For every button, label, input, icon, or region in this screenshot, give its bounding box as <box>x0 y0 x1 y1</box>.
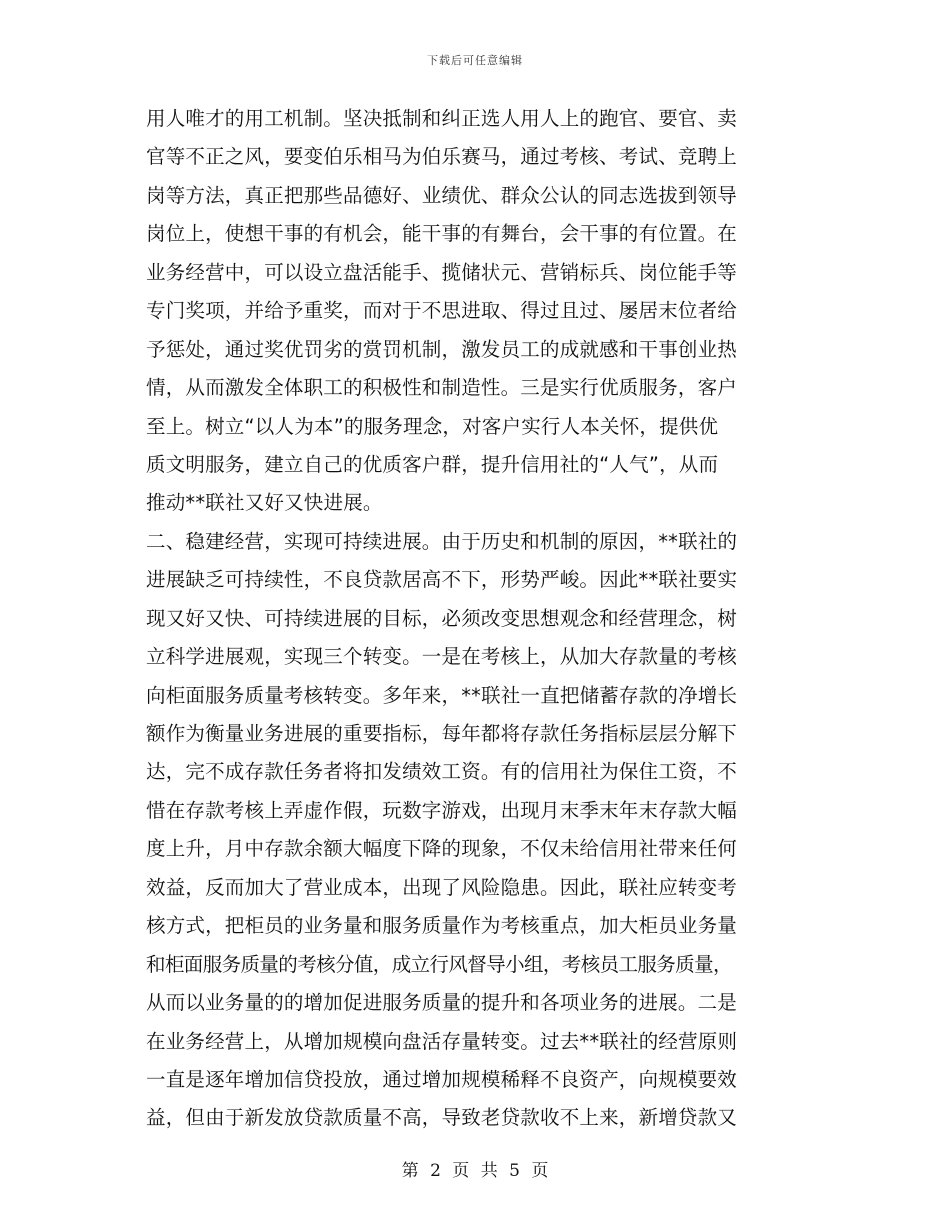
text-line: 官等不正之风，要变伯乐相马为伯乐赛马，通过考核、考试、竞聘上 <box>146 145 738 169</box>
text-line: 二、稳建经营，实现可持续进展。由于历史和机制的原因，**联社的 <box>146 529 738 553</box>
text-line: 向柜面服务质量考核转变。多年来，**联社一直把储蓄存款的净增长 <box>146 683 738 707</box>
text-line: 惜在存款考核上弄虚作假，玩数字游戏，出现月末季末年末存款大幅 <box>146 798 738 822</box>
text-line: 推动**联社又好又快进展。 <box>146 491 383 515</box>
text-line: 从而以业务量的的增加促进服务质量的提升和各项业务的进展。二是 <box>146 991 738 1015</box>
text-line: 业务经营中，可以设立盘活能手、揽储状元、营销标兵、岗位能手等 <box>146 260 738 284</box>
text-line: 予惩处，通过奖优罚劣的赏罚机制，激发员工的成就感和干事创业热 <box>146 337 738 361</box>
text-line: 岗位上，使想干事的有机会，能干事的有舞台，会干事的有位置。在 <box>146 222 738 246</box>
text-line: 益，但由于新发放贷款质量不高，导致老贷款收不上来，新增贷款又 <box>146 1106 738 1130</box>
text-line: 立科学进展观，实现三个转变。一是在考核上，从加大存款量的考核 <box>146 645 738 669</box>
text-line: 度上升，月中存款余额大幅度下降的现象，不仅未给信用社带来任何 <box>146 837 738 861</box>
text-line: 专门奖项，并给予重奖，而对于不思进取、得过且过、屡居末位者给 <box>146 299 738 323</box>
text-line: 一直是逐年增加信贷投放，通过增加规模稀释不良资产，向规模要效 <box>146 1067 738 1091</box>
text-line: 达，完不成存款任务者将扣发绩效工资。有的信用社为保住工资，不 <box>146 760 738 784</box>
text-line: 进展缺乏可持续性，不良贷款居高不下，形势严峻。因此**联社要实 <box>146 568 738 592</box>
text-line: 效益，反而加大了营业成本，出现了风险隐患。因此，联社应转变考 <box>146 875 738 899</box>
page-number-footer: 第 2 页 共 5 页 <box>401 1161 549 1181</box>
text-line: 质文明服务，建立自己的优质客户群，提升信用社的“人气”，从而 <box>146 452 719 476</box>
text-line: 和柜面服务质量的考核分值，成立行风督导小组，考核员工服务质量， <box>146 952 732 976</box>
page-header: 下载后可任意编辑 <box>427 54 523 67</box>
text-line: 在业务经营上，从增加规模向盘活存量转变。过去**联社的经营原则 <box>146 1029 738 1053</box>
text-line: 额作为衡量业务进展的重要指标，每年都将存款任务指标层层分解下 <box>146 722 738 745</box>
document-body <box>146 100 806 1138</box>
text-line: 核方式，把柜员的业务量和服务质量作为考核重点，加大柜员业务量 <box>146 914 738 938</box>
text-line: 现又好又快、可持续进展的目标，必须改变思想观念和经营理念，树 <box>146 606 738 630</box>
text-line: 岗等方法，真正把那些品德好、业绩优、群众公认的同志选拔到领导 <box>146 183 738 207</box>
text-line: 至上。树立“以人为本”的服务理念，对客户实行人本关怀，提供优 <box>146 414 719 438</box>
text-line: 用人唯才的用工机制。坚决抵制和纠正选人用人上的跑官、要官、卖 <box>146 107 738 130</box>
text-line: 情，从而激发全体职工的积极性和制造性。三是实行优质服务，客户 <box>146 376 738 400</box>
